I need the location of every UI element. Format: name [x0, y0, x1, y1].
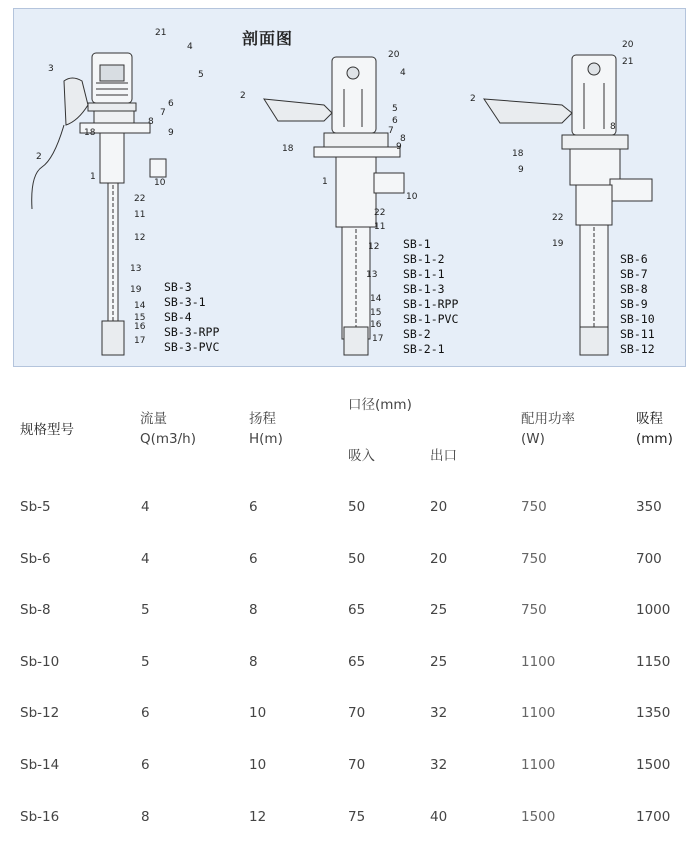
part-number-label: 7 — [388, 126, 394, 136]
part-number-label: 2 — [240, 91, 246, 101]
header-flow-unit: Q(m3/h) — [140, 431, 197, 447]
model-list-1 — [164, 280, 219, 355]
cell-head: 12 — [249, 808, 267, 825]
model-label: SB-11 — [620, 327, 655, 341]
cell-head: 8 — [249, 602, 258, 619]
model-label: SB-1-RPP — [403, 297, 459, 311]
model-label: SB-9 — [620, 297, 648, 311]
model-label: SB-10 — [620, 312, 655, 326]
cell-flow: 6 — [141, 757, 150, 773]
part-number-label: 21 — [622, 57, 634, 67]
header-power-unit: (W) — [521, 431, 545, 447]
part-number-label: 13 — [366, 270, 378, 280]
cell-flow: 6 — [141, 705, 150, 722]
cell-suction: 1500 — [636, 757, 671, 773]
cell-power: 750 — [521, 602, 547, 619]
cell-model: Sb-10 — [20, 653, 60, 670]
header-flow-label: 流量 — [140, 411, 167, 427]
model-label: SB-1 — [403, 237, 431, 251]
part-number-label: 14 — [370, 294, 382, 304]
model-label: SB-3-PVC — [164, 340, 220, 354]
cell-head: 10 — [249, 757, 267, 773]
cross-section-diagram — [13, 8, 686, 367]
part-number-label: 6 — [168, 99, 174, 109]
part-number-label: 11 — [374, 222, 386, 232]
part-number-label: 15 — [370, 308, 382, 318]
part-number-label: 2 — [470, 94, 476, 104]
cell-suction: 350 — [636, 499, 662, 515]
model-label: SB-1-2 — [403, 252, 445, 266]
part-number-label: 12 — [134, 233, 146, 243]
part-number-label: 9 — [518, 165, 524, 175]
cell-model: Sb-12 — [20, 705, 60, 722]
part-number-label: 12 — [368, 242, 380, 252]
model-list-3 — [620, 252, 655, 357]
part-number-label: 18 — [84, 128, 96, 138]
cell-outlet: 20 — [430, 499, 448, 515]
model-label: SB-8 — [620, 282, 648, 296]
cell-flow: 8 — [141, 808, 150, 825]
part-number-label: 21 — [155, 28, 167, 38]
cell-flow: 5 — [141, 653, 150, 670]
part-number-label: 20 — [388, 50, 400, 60]
cell-outlet: 25 — [430, 602, 448, 619]
part-number-label: 8 — [400, 134, 406, 144]
model-label: SB-7 — [620, 267, 648, 281]
pump-drawing-1 — [32, 53, 166, 355]
part-number-label: 13 — [130, 264, 142, 274]
cell-power: 750 — [521, 499, 547, 515]
cell-model: Sb-14 — [20, 757, 60, 773]
part-number-label: 8 — [610, 122, 616, 132]
cell-inlet: 70 — [348, 757, 366, 773]
part-number-label: 20 — [622, 40, 634, 50]
model-label: SB-3-RPP — [164, 325, 220, 339]
part-number-label: 3 — [48, 64, 54, 74]
part-number-label: 9 — [396, 142, 402, 152]
part-number-label: 19 — [130, 285, 142, 295]
part-number-label: 14 — [134, 301, 146, 311]
part-number-label: 9 — [168, 128, 174, 138]
header-caliber: 口径(mm) — [348, 397, 412, 413]
model-label: SB-3-1 — [164, 295, 206, 309]
model-label: SB-1-PVC — [403, 312, 459, 326]
pump-drawing-2 — [264, 57, 404, 355]
header-suction-unit: (mm) — [636, 431, 673, 447]
cell-outlet: 40 — [430, 808, 448, 825]
cell-suction: 1000 — [636, 602, 671, 619]
part-number-label: 4 — [187, 42, 193, 52]
part-number-label: 5 — [392, 104, 398, 114]
cell-head: 6 — [249, 499, 258, 515]
part-number-label: 4 — [400, 68, 406, 78]
cell-model: Sb-16 — [20, 808, 60, 825]
part-number-label: 17 — [134, 336, 146, 346]
cell-inlet: 65 — [348, 653, 366, 670]
model-label: SB-1-3 — [403, 282, 445, 296]
cell-model: Sb-8 — [20, 602, 51, 619]
model-label: SB-3 — [164, 280, 192, 294]
cell-head: 10 — [249, 705, 267, 722]
cell-inlet: 70 — [348, 705, 366, 722]
header-power-label: 配用功率 — [521, 411, 575, 427]
header-head-unit: H(m) — [249, 431, 283, 447]
part-number-label: 22 — [134, 194, 146, 204]
part-number-label: 22 — [374, 208, 386, 218]
part-number-label: 16 — [134, 322, 146, 332]
part-number-label: 10 — [406, 192, 418, 202]
cell-outlet: 32 — [430, 705, 448, 722]
diagram-title: 剖面图 — [242, 29, 294, 48]
header-outlet: 出口 — [430, 448, 457, 464]
cell-suction: 1150 — [636, 653, 671, 670]
part-number-label: 22 — [552, 213, 564, 223]
cell-inlet: 50 — [348, 499, 366, 515]
part-number-label: 2 — [36, 152, 42, 162]
cell-outlet: 32 — [430, 757, 448, 773]
cell-outlet: 20 — [430, 550, 448, 567]
header-model: 规格型号 — [20, 422, 74, 438]
cell-power: 1100 — [521, 757, 556, 773]
cell-power: 750 — [521, 550, 547, 567]
header-suction — [636, 409, 673, 449]
header-head-label: 扬程 — [249, 411, 276, 427]
model-label: SB-1-1 — [403, 267, 445, 281]
part-number-label: 17 — [372, 334, 384, 344]
cell-power: 1100 — [521, 705, 556, 722]
part-number-label: 10 — [154, 178, 166, 188]
part-number-label: 11 — [134, 210, 146, 220]
pump-drawings — [14, 9, 687, 368]
header-inlet: 吸入 — [348, 448, 375, 464]
cell-outlet: 25 — [430, 653, 448, 670]
model-label: SB-6 — [620, 252, 648, 266]
model-label: SB-12 — [620, 342, 655, 356]
cell-head: 6 — [249, 550, 258, 567]
cell-inlet: 50 — [348, 550, 366, 567]
part-number-label: 15 — [134, 313, 146, 323]
header-head — [249, 409, 283, 449]
cell-suction: 1350 — [636, 705, 671, 722]
cell-head: 8 — [249, 653, 258, 670]
cell-suction: 1700 — [636, 808, 671, 825]
model-label: SB-2 — [403, 327, 431, 341]
cell-power: 1100 — [521, 653, 556, 670]
header-flow — [140, 409, 196, 449]
part-number-label: 1 — [90, 172, 96, 182]
part-number-label: 5 — [198, 70, 204, 80]
cell-flow: 5 — [141, 602, 150, 619]
cell-model: Sb-6 — [20, 550, 51, 567]
header-suction-label: 吸程 — [636, 411, 663, 427]
part-number-label: 18 — [512, 149, 524, 159]
part-number-label: 1 — [322, 177, 328, 187]
cell-inlet: 65 — [348, 602, 366, 619]
header-power — [521, 409, 575, 449]
model-label: SB-4 — [164, 310, 192, 324]
model-label: SB-2-1 — [403, 342, 445, 356]
part-number-label: 7 — [160, 108, 166, 118]
cell-flow: 4 — [141, 499, 150, 515]
part-number-label: 6 — [392, 116, 398, 126]
cell-suction: 700 — [636, 550, 662, 567]
cell-model: Sb-5 — [20, 499, 51, 515]
cell-inlet: 75 — [348, 808, 366, 825]
cell-power: 1500 — [521, 808, 556, 825]
part-number-label: 18 — [282, 144, 294, 154]
cell-flow: 4 — [141, 550, 150, 567]
part-number-label: 16 — [370, 320, 382, 330]
part-number-label: 19 — [552, 239, 564, 249]
part-number-label: 8 — [148, 117, 154, 127]
model-list-2 — [403, 237, 458, 357]
